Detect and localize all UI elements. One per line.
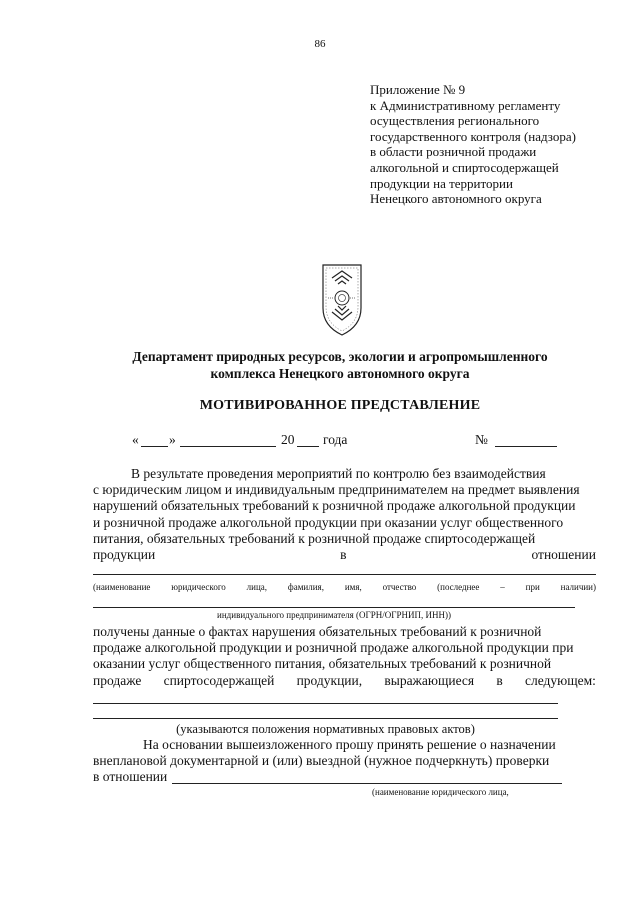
- paragraph-line: и розничной продаже алкогольной продукции при оказании услуг общественного: [93, 514, 564, 530]
- year-prefix: 20: [281, 432, 295, 447]
- month-blank-line: [180, 446, 276, 447]
- legal-entity-caption: (наименование юридического лица,: [372, 787, 509, 797]
- caption-word: фамилия,: [287, 582, 324, 592]
- appendix-line: алкогольной и спиртосодержащей: [370, 159, 559, 175]
- violation-fill-line-2: [93, 718, 558, 719]
- word: продаже: [93, 672, 142, 688]
- coat-of-arms-icon: [318, 262, 366, 338]
- caption-word: юридического: [171, 582, 226, 592]
- paragraph-line: На основании вышеизложенного прошу принять решение о назначении: [143, 737, 556, 752]
- word: следующем:: [525, 672, 596, 688]
- appendix-line: Ненецкого автономного округа: [370, 191, 542, 207]
- word: выражающиеся: [384, 672, 475, 688]
- appendix-line: продукции на территории: [370, 175, 513, 191]
- word: отношении: [531, 547, 596, 563]
- paragraph-line: получены данные о фактах нарушения обязательных требований к розничной: [93, 624, 542, 639]
- paragraph-line: продаже алкогольной продукции и розничной продаже алкогольной продукции при: [93, 640, 574, 656]
- appendix-line: осуществления регионального: [370, 113, 540, 129]
- department-name: [60, 348, 620, 382]
- word: продукции,: [296, 672, 363, 688]
- paragraph-1: [93, 466, 596, 563]
- appendix-line: в области розничной продажи: [370, 144, 537, 160]
- regulation-caption: (указываются положения нормативных правовых актов): [176, 722, 475, 736]
- word: в: [340, 547, 347, 563]
- appendix-line: к Административному регламенту: [370, 97, 561, 113]
- paragraph-line: внеплановой документарной и (или) выездной (нужное подчеркнуть) проверки: [93, 753, 550, 769]
- paragraph-line: с юридическим лицом и индивидуальным предпринимателем на предмет выявления: [93, 482, 580, 498]
- number-blank-line: [495, 446, 557, 447]
- year-suffix: года: [323, 432, 348, 447]
- entity-caption: [93, 582, 596, 592]
- appendix-header: [370, 82, 576, 207]
- caption-word: (наименование: [93, 582, 151, 592]
- paragraph-3: [93, 737, 596, 786]
- entity-fill-line-2: [93, 607, 575, 608]
- word: в: [496, 672, 503, 688]
- caption-word: при: [525, 582, 540, 592]
- day-blank-line: [141, 446, 168, 447]
- entity-fill-line: [93, 574, 596, 575]
- paragraph-2: [93, 624, 596, 689]
- word: спиртосодержащей: [163, 672, 275, 688]
- inspection-subject-fill-line: [172, 783, 562, 784]
- date-open-quote: «: [132, 432, 139, 447]
- paragraph-line: [93, 673, 596, 689]
- paragraph-line: в отношении: [93, 769, 168, 785]
- caption-word: наличии): [560, 582, 596, 592]
- caption-word: отчество: [382, 582, 417, 592]
- department-line: комплекса Ненецкого автономного округа: [210, 366, 470, 381]
- appendix-line: Приложение № 9: [370, 82, 466, 97]
- date-close-quote: »: [169, 432, 176, 447]
- caption-word: имя,: [344, 582, 362, 592]
- entity-caption-2: индивидуального предпринимателя (ОГРН/ОГРНИП, ИНН)): [217, 610, 451, 620]
- violation-fill-line: [93, 703, 558, 704]
- word: продукции: [93, 547, 156, 563]
- year-blank-line: [297, 446, 319, 447]
- paragraph-line: оказании услуг общественного питания, обязательных требований к розничной: [93, 656, 552, 672]
- number-sign: №: [475, 432, 488, 447]
- caption-word: (последнее: [437, 582, 480, 592]
- paragraph-line: питания, обязательных требований к розничной продаже спиртосодержащей: [93, 530, 536, 546]
- paragraph-line: В результате проведения мероприятий по контролю без взаимодействия: [131, 466, 546, 481]
- paragraph-line: нарушений обязательных требований к розничной продаже алкогольной продукции: [93, 498, 576, 514]
- appendix-line: государственного контроля (надзора): [370, 128, 576, 144]
- caption-word: –: [500, 582, 505, 592]
- document-title: МОТИВИРОВАННОЕ ПРЕДСТАВЛЕНИЕ: [199, 398, 481, 413]
- page-number: 86: [314, 38, 326, 50]
- caption-word: лица,: [246, 582, 268, 592]
- paragraph-line: [93, 547, 596, 563]
- department-line: Департамент природных ресурсов, экологии и агропромышленного: [132, 349, 548, 364]
